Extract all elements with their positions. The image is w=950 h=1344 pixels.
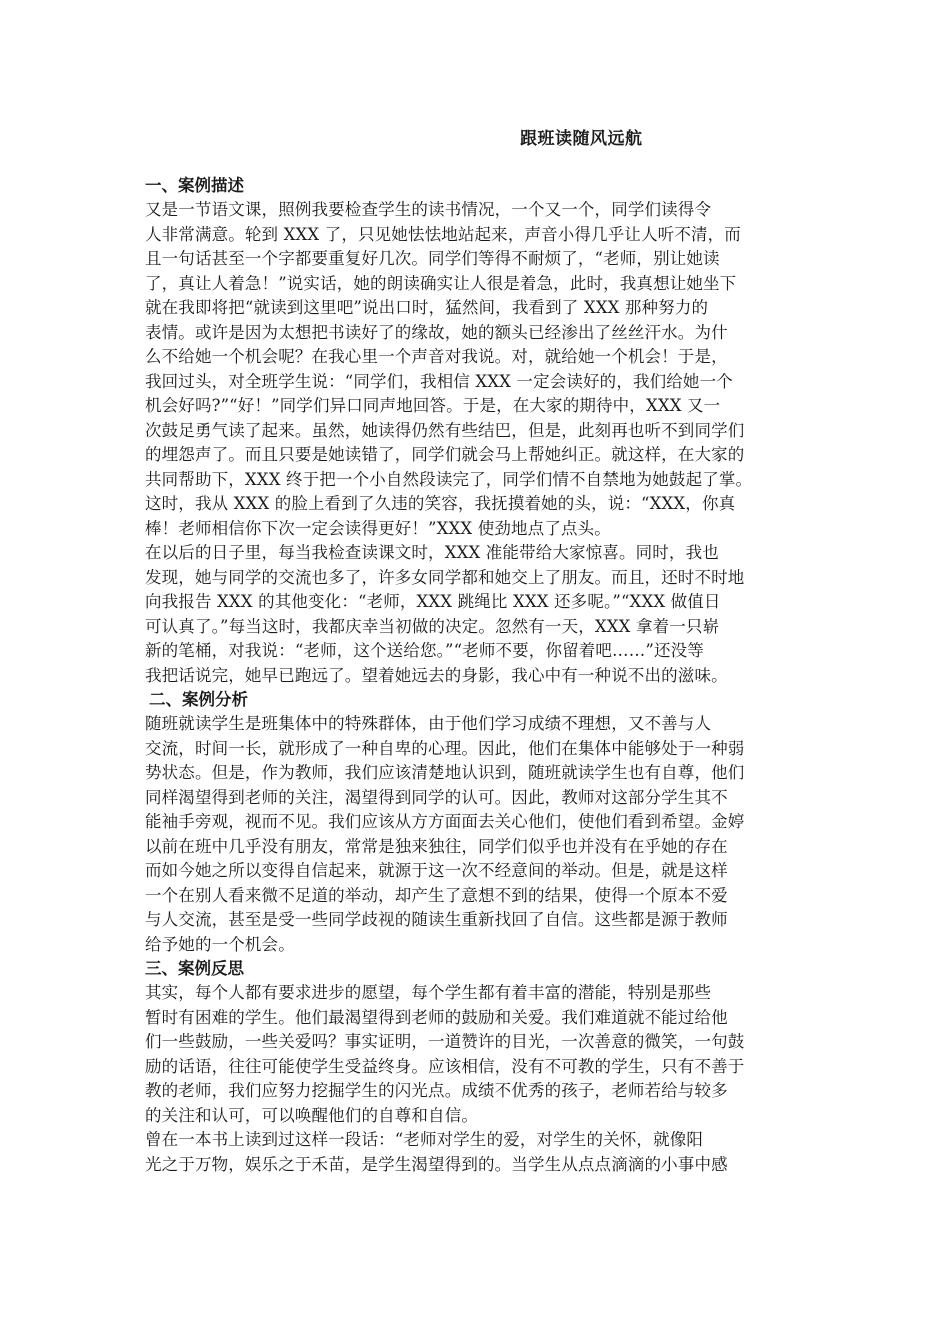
- text-line: 了，真让人着急！”说实话，她的朗读确实让人很是着急，此时，我真想让她坐下: [145, 273, 737, 293]
- text-line: 以前在班中几乎没有朋友，常常是独来独往，同学们似乎也并没有在乎她的存在: [145, 836, 728, 856]
- text-line: 一个在别人看来微不足道的举动，却产生了意想不到的结果，使得一个原本不爱: [145, 885, 728, 905]
- text-line: 的埋怨声了。而且只要是她读错了，同学们就会马上帮她纠正。就这样，在大家的: [145, 445, 745, 464]
- text-line: 在以后的日子里，每当我检查读课文时，XXX 准能带给大家惊喜。同时，我也: [145, 543, 719, 562]
- text-line: 新的笔桶，对我说：“老师，这个送给您。”“老师不要，你留着吧……”还没等: [145, 641, 704, 660]
- paragraph: [145, 1128, 825, 1177]
- text-line: 机会好吗?”“好！”同学们异口同声地回答。于是，在大家的期待中，XXX 又一: [145, 396, 721, 415]
- text-line: 就在我即将把“就读到这里吧”说出口时，猛然间，我看到了 XXX 那种努力的: [145, 298, 709, 317]
- text-line: 可认真了。”每当这时，我都庆幸当初做的决定。忽然有一天，XXX 拿着一只崭: [145, 616, 720, 636]
- text-line: 与人交流，甚至是受一些同学歧视的随读生重新找回了自信。这些都是源于教师: [145, 910, 728, 929]
- section-heading: 三、案例反思: [145, 959, 244, 978]
- paragraph: [145, 198, 825, 541]
- text-line: 么不给她一个机会呢？在我心里一个声音对我说。对，就给她一个机会！于是，: [145, 347, 728, 366]
- text-line: 励的话语，往往可能使学生受益终身。应该相信，没有不可教的学生，只有不善于: [145, 1056, 745, 1076]
- text-line: 光之于万物，娱乐之于禾苗，是学生渴望得到的。当学生从点点滴滴的小事中感: [145, 1154, 728, 1174]
- text-line: 我回过头，对全班学生说：“同学们，我相信 XXX 一定会读好的，我们给她一个: [145, 371, 733, 391]
- text-line: 且一句话甚至一个字都要重复好几次。同学们等得不耐烦了，“老师，别让她读: [145, 249, 720, 268]
- text-line: 人非常满意。轮到 XXX 了，只见她怯怯地站起来，声音小得几乎让人听不清，而: [145, 224, 741, 244]
- text-line: 势状态。但是，作为教师，我们应该清楚地认识到，随班就读学生也有自尊，他们: [145, 763, 745, 782]
- text-line: 共同帮助下，XXX 终于把一个小自然段读完了，同学们情不自禁地为她鼓起了掌。: [145, 469, 753, 489]
- text-line: 的关注和认可，可以唤醒他们的自尊和自信。: [145, 1105, 478, 1125]
- text-line: 而如今她之所以变得自信起来，就源于这一次不经意间的举动。但是，就是这样: [145, 861, 728, 880]
- document-title: 跟班读随风远航: [520, 129, 643, 149]
- text-line: 教的老师，我们应努力挖掘学生的闪光点。成绩不优秀的孩子，老师若给与较多: [145, 1081, 728, 1100]
- text-line: 交流，时间一长，就形成了一种自卑的心理。因此，他们在集体中能够处于一种弱: [145, 738, 745, 758]
- text-line: 其实，每个人都有要求进步的愿望，每个学生都有着丰富的潜能，特别是那些: [145, 983, 712, 1002]
- document-body: [145, 174, 825, 1177]
- text-line: 棒！老师相信你下次一定会读得更好！”XXX 使劲地点了点头。: [145, 518, 611, 538]
- text-line: 能袖手旁观，视而不见。我们应该从方方面面去关心他们，使他们看到希望。金婷: [145, 812, 745, 831]
- paragraph: [145, 541, 825, 688]
- text-line: 我把话说完，她早已跑远了。望着她远去的身影，我心中有一种说不出的滋味。: [145, 665, 728, 685]
- text-line: 同样渴望得到老师的关注，渴望得到同学的认可。因此，教师对这部分学生其不: [145, 787, 728, 807]
- text-line: 表情。或许是因为太想把书读好了的缘故，她的额头已经渗出了丝丝汗水。为什: [145, 322, 728, 342]
- text-line: 次鼓足勇气读了起来。虽然，她读得仍然有些结巴，但是，此刻再也听不到同学们: [145, 420, 745, 440]
- paragraph: [145, 712, 825, 957]
- text-line: 们一些鼓励，一些关爱吗？事实证明，一道赞许的目光，一次善意的微笑，一句鼓: [145, 1032, 745, 1051]
- text-line: 向我报告 XXX 的其他变化：“老师，XXX 跳绳比 XXX 还多呢。”“XXX 做值日: [145, 592, 721, 611]
- paragraph: [145, 981, 825, 1128]
- text-line: 暂时有困难的学生。他们最渴望得到老师的鼓励和关爱。我们难道就不能过给他: [145, 1007, 728, 1027]
- text-line: 这时，我从 XXX 的脸上看到了久违的笑容，我抚摸着她的头，说：“XXX，你真: [145, 494, 736, 513]
- section-heading: 二、案例分析: [149, 690, 248, 709]
- text-line: 给予她的一个机会。: [145, 934, 295, 954]
- text-line: 曾在一本书上读到过这样一段话：“老师对学生的爱，对学生的关怀，就像阳: [145, 1130, 704, 1149]
- section-heading: 一、案例描述: [145, 176, 244, 195]
- text-line: 发现，她与同学的交流也多了，许多女同学都和她交上了朋友。而且，还时不时地: [145, 567, 745, 587]
- text-line: 随班就读学生是班集体中的特殊群体，由于他们学习成绩不理想，又不善与人: [145, 714, 712, 733]
- text-line: 又是一节语文课，照例我要检查学生的读书情况，一个又一个，同学们读得令: [145, 200, 712, 219]
